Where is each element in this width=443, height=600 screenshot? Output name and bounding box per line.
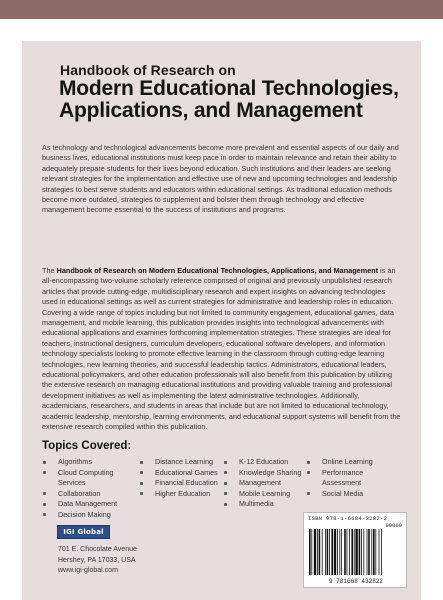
bullet-icon (43, 513, 46, 516)
book-subtitle: Handbook of Research on (60, 62, 236, 78)
bullet-icon (43, 461, 46, 464)
top-color-band (0, 0, 443, 19)
topic-item (224, 457, 314, 468)
price-code: 90000 (385, 522, 402, 529)
topic-item (224, 489, 314, 500)
topic-item (43, 499, 133, 510)
topic-label: Algorithms (58, 457, 92, 466)
bullet-icon (307, 471, 310, 474)
bullet-icon (140, 482, 143, 485)
address-line-2: Hershey, PA 17033, USA (58, 556, 136, 564)
barcode-digits: 9 781668 432822 (328, 578, 383, 585)
address-line-1: 701 E. Chocolate Avenue (58, 546, 137, 553)
bullet-icon (43, 492, 46, 495)
topic-label: Social Media (322, 488, 364, 498)
topic-label: K-12 Education (239, 457, 289, 466)
bullet-icon (140, 461, 143, 464)
publisher-logo (57, 525, 110, 539)
bullet-icon (140, 471, 143, 474)
bullet-icon (224, 471, 227, 474)
paragraph-2-book-title: Handbook of Research on Modern Educational Technologies, Applications, and Management (56, 266, 379, 275)
bullet-icon (224, 482, 227, 485)
description-paragraph-1: As technology and technological advancements become more prevalent and essential aspects of our daily and business lives, educational institutions must keep pace in order to maintain relevance and retain their ability to adequately prepare students for their lives beyond education. Such institutions and their leaders are seeking relevant strategies for the implementation and effective use of new and upcoming technologies and leadership strategies to best serve students and educators within educational settings. As traditional education methods become more outdated, strategies to supplement and bolster them through technology and effective management become essential to the success of institutions and programs. (42, 143, 399, 215)
paragraph-2-lead: The (42, 266, 57, 275)
bullet-icon (307, 461, 310, 464)
topic-item (307, 457, 397, 468)
topic-label: Financial Education (155, 478, 218, 487)
topic-label: Distance Learning (155, 457, 213, 466)
topic-label: Multimedia (239, 499, 274, 508)
bullet-icon (307, 492, 310, 495)
bullet-icon (43, 503, 46, 506)
topics-column-2 (140, 457, 230, 499)
topic-item (43, 457, 133, 468)
topic-item (307, 468, 397, 489)
topic-label: Mobile Learning (239, 488, 291, 498)
topic-item (224, 499, 314, 510)
publisher-website: www.igi-global.com (58, 567, 118, 574)
topic-label: Online Learning (322, 457, 373, 466)
topic-label: Management (239, 478, 281, 487)
bullet-icon (43, 471, 46, 474)
topics-heading: Topics Covered: (42, 440, 132, 452)
topics-column-3 (224, 457, 314, 510)
topic-item (307, 489, 397, 500)
topic-label: Performance Assessment (322, 467, 364, 487)
topic-label: Cloud Computing Services (58, 467, 114, 487)
topic-item (140, 489, 230, 500)
topic-item (140, 478, 230, 489)
topic-label: Data Management (58, 499, 118, 508)
topic-label: Knowledge Sharing (239, 467, 302, 477)
topic-item (43, 489, 133, 500)
barcode-bars-icon (308, 529, 404, 575)
bullet-icon (224, 461, 227, 464)
topics-column-1 (43, 457, 133, 520)
topics-column-4 (307, 457, 397, 499)
bullet-icon (224, 492, 227, 495)
topic-item (140, 468, 230, 479)
bullet-icon (140, 492, 143, 495)
description-paragraph-2 (42, 266, 402, 433)
topic-item (43, 510, 133, 521)
book-title: Modern Educational Technologies, Applications, and Management (59, 77, 399, 122)
topic-item (224, 468, 314, 479)
bullet-icon (224, 503, 227, 506)
topic-label: Decision Making (58, 509, 111, 519)
topic-label: Higher Education (155, 488, 211, 498)
topic-item (224, 478, 314, 489)
isbn-barcode (303, 512, 407, 588)
publisher-address (58, 545, 137, 577)
publisher-logo-text: IGI Global (63, 528, 104, 536)
topic-label: Collaboration (58, 488, 101, 498)
paragraph-2-body: is an all-encompassing two-volume scholarly reference comprised of original and previously unpublished research articles that provide cutting-edge, multidisciplinary research and expert insights on advancing technologies used in educational settings as well as current strategies for administrative and leadership roles in education. Covering a wide range of topics including but not limited to community engagement, educational games, data management, and mobile learning, this publication provides insights into technological advancements with educational applications and examines forthcoming implementation strategies. These strategies are ideal for teachers, instructional designers, curriculum developers, educational software developers, and information technology specialists looking to promote effective learning in the classroom through cutting-edge learning technologies, new learning theories, and successful leadership tactics. Administrators, educational leaders, educational policymakers, and other education professionals will also benefit from this publication by utilizing the extensive research on managing educational institutions and providing valuable training and professional development initiatives as well as implementing the latest administrative technologies. Additionally, academicians, researchers, and students in areas that include but are not limited to educational technology, academic leadership, mentorship, learning environments, and educational support systems will benefit from the extensive research compiled within this publication. (42, 266, 401, 432)
topic-label: Educational Games (155, 467, 218, 477)
isbn-number: ISBN 978-1-6684-3282-2 (308, 515, 388, 522)
topic-item (140, 457, 230, 468)
topic-item (43, 468, 133, 489)
